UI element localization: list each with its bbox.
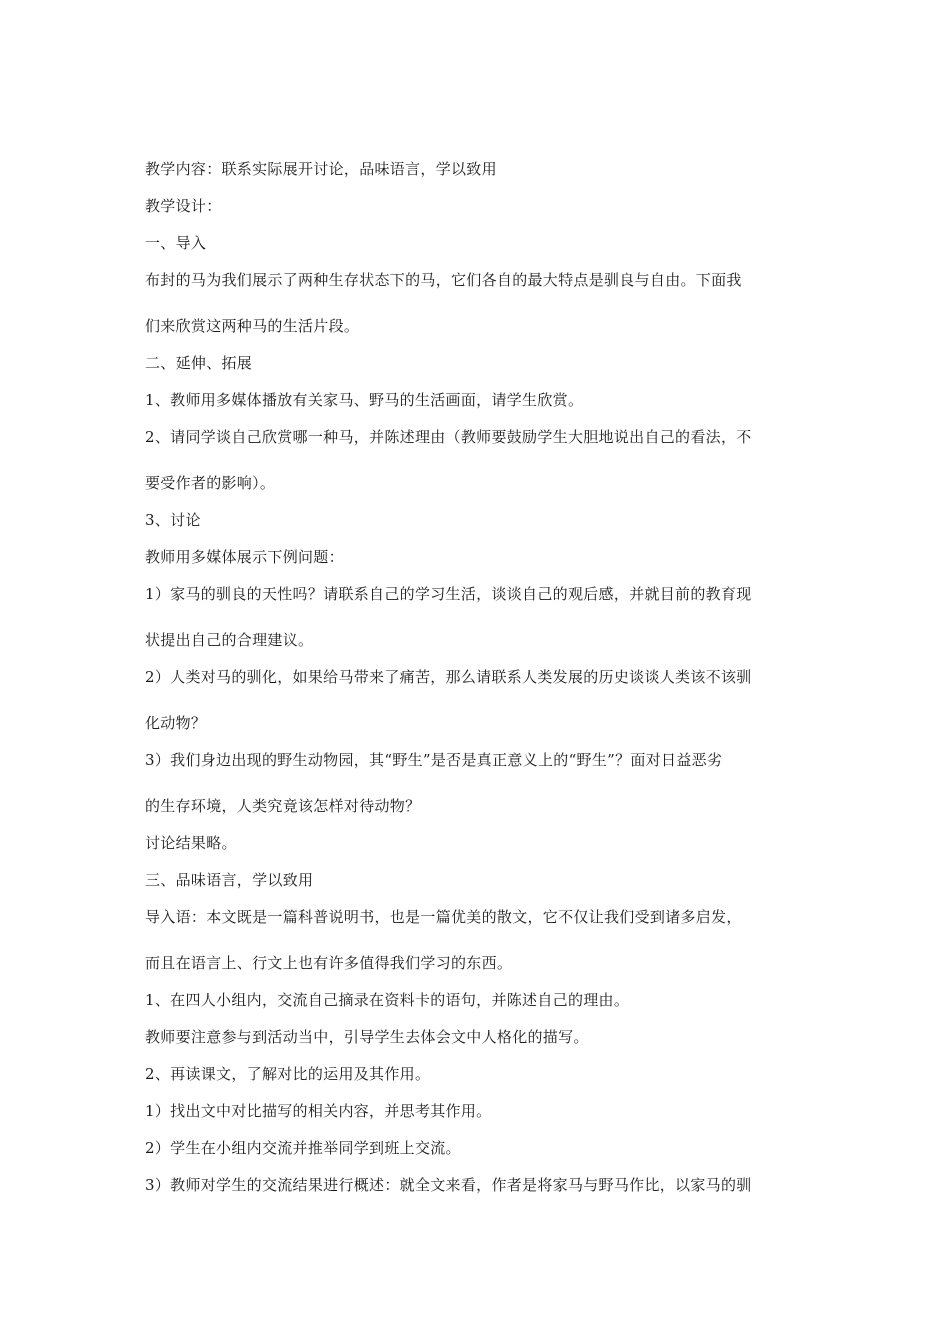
sub-item-3: 3）教师对学生的交流结果进行概述：就全文来看，作者是将家马与野马作比，以家马的驯 <box>145 1176 752 1194</box>
list-item-1: 1、在四人小组内，交流自己摘录在资料卡的语句，并陈述自己的理由。 <box>145 991 630 1009</box>
question-1-cont: 状提出自己的合理建议。 <box>145 631 314 649</box>
sub-item-2: 2）学生在小组内交流并推举同学到班上交流。 <box>145 1139 461 1157</box>
heading-extension: 二、延伸、拓展 <box>145 354 253 372</box>
list-item-2: 2、请同学谈自己欣赏哪一种马，并陈述理由（教师要鼓励学生大胆地说出自己的看法，不 <box>145 428 752 446</box>
question-2: 2）人类对马的驯化，如果给马带来了痛苦，那么请联系人类发展的历史谈谈人类该不该驯 <box>145 668 752 686</box>
list-item-2: 2、再读课文，了解对比的运用及其作用。 <box>145 1065 431 1083</box>
list-item-1: 1、教师用多媒体播放有关家马、野马的生活画面，请学生欣赏。 <box>145 391 584 409</box>
list-item-2-cont: 要受作者的影响）。 <box>145 474 276 492</box>
paragraph-lead-in: 导入语：本文既是一篇科普说明书，也是一篇优美的散文，它不仅让我们受到诸多启发， <box>145 908 742 926</box>
paragraph-problems-intro: 教师用多媒体展示下例问题： <box>145 548 344 566</box>
paragraph-discussion-result: 讨论结果略。 <box>145 834 237 852</box>
sub-item-1: 1）找出文中对比描写的相关内容，并思考其作用。 <box>145 1102 492 1120</box>
question-2-cont: 化动物？ <box>145 714 207 732</box>
document-body <box>145 158 810 1196</box>
paragraph-teacher-note: 教师要注意参与到活动当中，引导学生去体会文中人格化的描写。 <box>145 1028 589 1046</box>
question-3: 3）我们身边出现的野生动物园，其“野生”是否是真正意义上的“野生”？面对日益恶劣 <box>145 751 723 769</box>
heading-language: 三、品味语言，学以致用 <box>145 871 314 889</box>
question-1: 1）家马的驯良的天性吗？请联系自己的学习生活，谈谈自己的观后感，并就目前的教育现 <box>145 585 752 603</box>
paragraph-intro-line: 们来欣赏这两种马的生活片段。 <box>145 317 360 335</box>
list-item-3: 3、讨论 <box>145 511 201 529</box>
line-teaching-content: 教学内容：联系实际展开讨论，品味语言，学以致用 <box>145 160 497 178</box>
question-3-cont: 的生存环境，人类究竟该怎样对待动物？ <box>145 797 421 815</box>
heading-introduction: 一、导入 <box>145 234 207 252</box>
paragraph-intro-line: 布封的马为我们展示了两种生存状态下的马，它们各自的最大特点是驯良与自由。下面我 <box>145 271 742 289</box>
paragraph-lead-in-cont: 而且在语言上、行文上也有许多值得我们学习的东西。 <box>145 954 513 972</box>
line-teaching-design: 教学设计： <box>145 197 222 215</box>
